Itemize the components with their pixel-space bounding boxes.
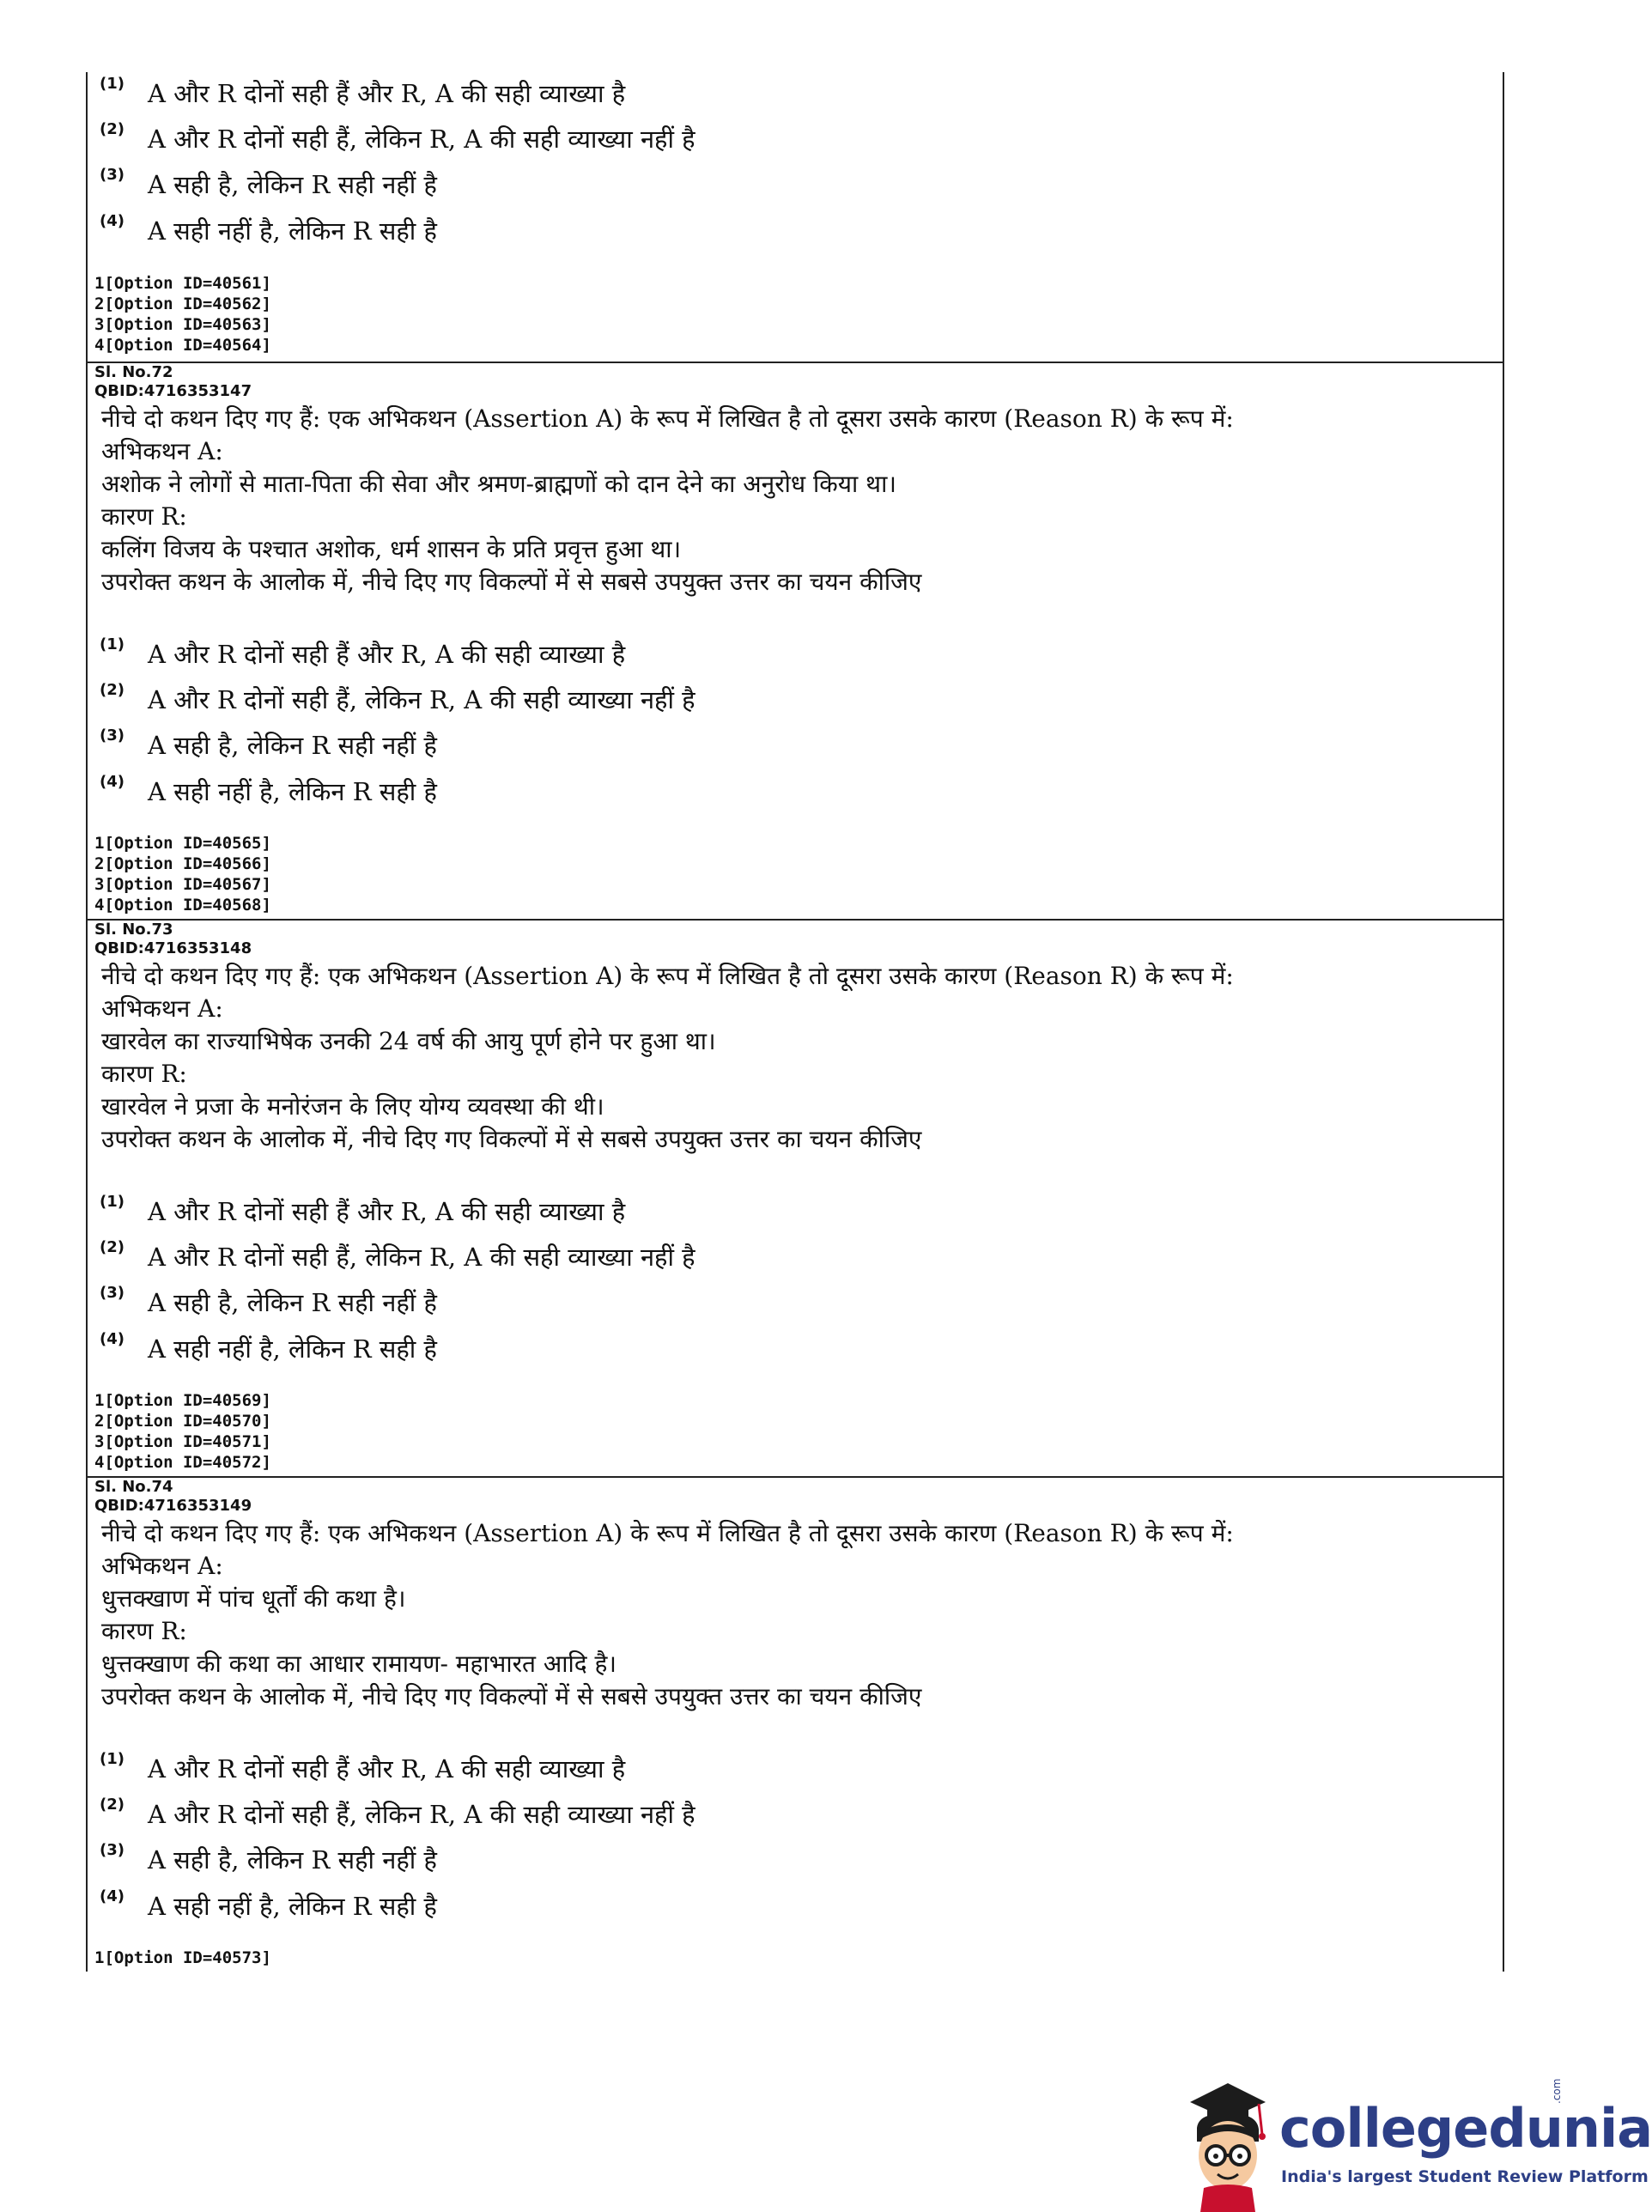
option-number: (3) [100,1841,125,1859]
option-text: A और R दोनों सही हैं, लेकिन R, A की सही व्याख्या नहीं है [148,124,695,154]
option-id: 1[Option ID=40573] [94,1948,271,1967]
reason-text: कलिंग विजय के पश्चात अशोक, धर्म शासन के प्रति प्रवृत्त हुआ था। [101,535,682,563]
option-number: (1) [100,635,125,653]
collegedunia-logo [1173,2068,1652,2212]
option-id: 1[Option ID=40569] [94,1391,271,1410]
option-number: (1) [100,1750,125,1768]
question-stem [101,403,1234,599]
question-meta [94,1478,252,1516]
option-id-list [94,1390,271,1473]
option-2 [100,1235,695,1278]
brand-tagline: India's largest Student Review Platform [1281,2167,1649,2186]
brand-name: collegedunia [1279,2097,1652,2160]
option-1 [100,71,625,114]
option-id: 4[Option ID=40568] [94,896,271,915]
option-number: (2) [100,1796,125,1814]
option-id-list [94,1948,271,1968]
option-number: (2) [100,1238,125,1256]
option-number: (2) [100,681,125,699]
question-intro: नीचे दो कथन दिए गए हैं: एक अभिकथन (Assertion A) के रूप में लिखित है तो दूसरा उसके कारण (Reason R) के रूप में: [101,404,1234,433]
reason-text: खारवेल ने प्रजा के मनोरंजन के लिए योग्य व्यवस्था की थी। [101,1092,604,1121]
option-text: A और R दोनों सही हैं और R, A की सही व्याख्या है [148,78,626,108]
option-id: 2[Option ID=40570] [94,1412,271,1431]
option-3 [100,1280,437,1323]
assertion-label: अभिकथन A: [101,1552,223,1580]
reason-text: धुत्तक्खाण की कथा का आधार रामायण- महाभारत आदि है। [101,1650,617,1678]
option-text: A सही है, लेकिन R सही नहीं है [148,730,437,760]
option-id: 3[Option ID=40571] [94,1432,271,1451]
option-1 [100,1189,625,1232]
question-divider [88,1476,1503,1478]
option-text: A और R दोनों सही हैं, लेकिन R, A की सही व्याख्या नहीं है [148,1242,695,1272]
option-text: A सही नहीं है, लेकिन R सही है [148,776,437,806]
option-number: (3) [100,166,125,184]
option-text: A और R दोनों सही हैं और R, A की सही व्याख्या है [148,1753,626,1784]
option-id: 2[Option ID=40562] [94,295,271,313]
question-intro: नीचे दो कथन दिए गए हैं: एक अभिकथन (Assertion A) के रूप में लिखित है तो दूसरा उसके कारण (Reason R) के रूप में: [101,962,1234,990]
reason-label: कारण R: [101,1617,187,1645]
option-number: (3) [100,1284,125,1302]
option-1 [100,1747,625,1790]
instruction: उपरोक्त कथन के आलोक में, नीचे दिए गए विकल्पों में से सबसे उपयुक्त उत्तर का चयन कीजिए [101,1125,922,1153]
instruction: उपरोक्त कथन के आलोक में, नीचे दिए गए विकल्पों में से सबसे उपयुक्त उत्तर का चयन कीजिए [101,568,922,596]
question-stem [101,960,1234,1156]
assertion-label: अभिकथन A: [101,437,223,465]
option-number: (4) [100,212,125,230]
option-text: A सही नहीं है, लेकिन R सही है [148,1891,437,1921]
assertion-text: धुत्तक्खाण में पांच धूर्तों की कथा है। [101,1584,406,1613]
option-text: A सही है, लेकिन R सही नहीं है [148,1844,437,1875]
option-1 [100,632,625,675]
option-id: 3[Option ID=40563] [94,315,271,334]
assertion-label: अभिकथन A: [101,994,223,1023]
option-id: 1[Option ID=40561] [94,274,271,293]
option-number: (1) [100,1193,125,1211]
option-4 [100,1327,437,1370]
serial-number: Sl. No.73 [94,921,173,939]
option-4 [100,1884,437,1927]
option-2 [100,678,695,720]
qbid: QBID:4716353149 [94,1497,252,1515]
option-3 [100,723,437,766]
assertion-text: खारवेल का राज्याभिषेक उनकी 24 वर्ष की आयु पूर्ण होने पर हुआ था। [101,1027,716,1055]
brand-domain-suffix: .com [1551,2078,1563,2104]
option-3 [100,162,437,205]
assertion-text: अशोक ने लोगों से माता-पिता की सेवा और श्रमण-ब्राह्मणों को दान देने का अनुरोध किया था। [101,470,896,498]
reason-label: कारण R: [101,1060,187,1088]
question-intro: नीचे दो कथन दिए गए हैं: एक अभिकथन (Assertion A) के रूप में लिखित है तो दूसरा उसके कारण (Reason R) के रूप में: [101,1519,1234,1547]
option-id: 2[Option ID=40566] [94,854,271,873]
option-number: (3) [100,726,125,744]
option-4 [100,769,437,812]
option-2 [100,117,695,160]
option-id-list [94,833,271,915]
option-id-list [94,273,271,356]
option-text: A सही नहीं है, लेकिन R सही है [148,1334,437,1364]
option-number: (4) [100,773,125,791]
option-number: (2) [100,120,125,138]
option-number: (4) [100,1330,125,1348]
option-3 [100,1838,437,1881]
option-id: 4[Option ID=40572] [94,1453,271,1472]
reason-label: कारण R: [101,502,187,531]
serial-number: Sl. No.74 [94,1478,173,1496]
question-meta [94,363,252,401]
instruction: उपरोक्त कथन के आलोक में, नीचे दिए गए विकल्पों में से सबसे उपयुक्त उत्तर का चयन कीजिए [101,1682,922,1711]
option-text: A और R दोनों सही हैं और R, A की सही व्याख्या है [148,1196,626,1226]
question-stem [101,1517,1234,1713]
option-text: A और R दोनों सही हैं, लेकिन R, A की सही व्याख्या नहीं है [148,684,695,714]
option-text: A सही नहीं है, लेकिन R सही है [148,216,437,246]
option-text: A और R दोनों सही हैं और R, A की सही व्याख्या है [148,639,626,669]
question-divider [88,919,1503,921]
option-text: A और R दोनों सही हैं, लेकिन R, A की सही व्याख्या नहीं है [148,1799,695,1829]
option-number: (4) [100,1887,125,1905]
option-number: (1) [100,75,125,93]
question-meta [94,921,252,958]
option-id: 1[Option ID=40565] [94,834,271,853]
option-text: A सही है, लेकिन R सही नहीं है [148,1287,437,1317]
qbid: QBID:4716353148 [94,939,252,957]
option-2 [100,1792,695,1835]
question-divider [88,362,1503,363]
option-id: 4[Option ID=40564] [94,336,271,355]
mascot-icon [1173,2068,1283,2212]
question-paper-frame [86,72,1504,1972]
serial-number: Sl. No.72 [94,363,173,381]
option-id: 3[Option ID=40567] [94,875,271,894]
option-4 [100,209,437,252]
qbid: QBID:4716353147 [94,382,252,400]
option-text: A सही है, लेकिन R सही नहीं है [148,169,437,199]
